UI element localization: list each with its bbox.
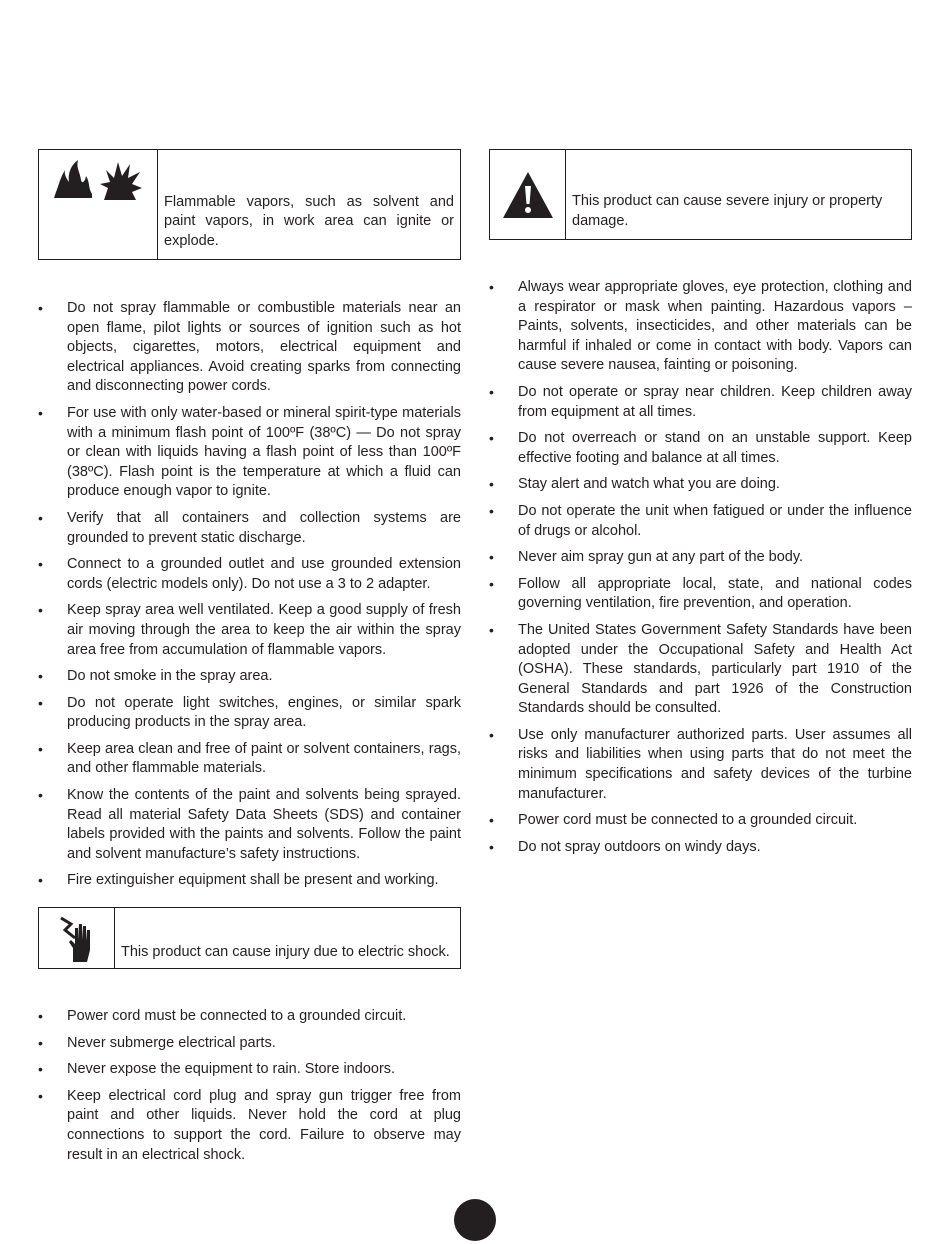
shock-warning-icon-cell (39, 908, 115, 968)
bullet: • (38, 872, 43, 889)
list-item-text: Do not operate light switches, engines, or similar spark producing products in the spray area. (67, 694, 461, 731)
list-item (38, 786, 461, 864)
list-item (38, 555, 461, 594)
shock-safety-list (38, 1007, 461, 1165)
list-item-text: Never submerge electrical parts. (67, 1034, 276, 1051)
list-item (489, 548, 912, 568)
list-item-text: Connect to a grounded outlet and use grounded extension cords (electric models only). Do not use a 3 to 2 adapter. (67, 556, 461, 592)
list-item (38, 299, 461, 397)
left-column (38, 149, 461, 1172)
list-item-text: Keep spray area well ventilated. Keep a good supply of fresh air moving through the area to keep the air within the spray area free from accumulation of flammable vapors. (67, 602, 461, 658)
list-item-text: Never aim spray gun at any part of the body. (518, 549, 804, 566)
bullet: • (38, 1034, 43, 1051)
bullet: • (489, 279, 494, 295)
fire-safety-list (38, 299, 461, 891)
list-item-text: Power cord must be connected to a grounded circuit. (518, 812, 858, 829)
list-item-text: Do not spray flammable or combustible materials near an open flame, pilot lights or sources of ignition such as hot objects, cigarettes, motors, electrical equipment and electrical appliances. Avoid creating sparks from connecting and disconnecting power cords. (67, 300, 461, 395)
list-item (38, 404, 461, 502)
bullet: • (489, 383, 494, 400)
bullet: • (489, 621, 494, 638)
bullet: • (38, 668, 43, 685)
list-item-text: Do not spray outdoors on windy days. (518, 838, 761, 855)
bullet: • (38, 602, 43, 619)
bullet: • (38, 300, 43, 316)
list-item-text: Follow all appropriate local, state, and national codes governing ventilation, fire prevention, and operation. (518, 575, 912, 612)
list-item (38, 871, 461, 891)
bullet: • (489, 812, 494, 829)
list-item (38, 1007, 461, 1027)
explosion-icon (98, 158, 144, 204)
caution-warning-box (489, 149, 912, 240)
shock-warning-text: This product can cause injury due to electric shock. (121, 943, 450, 960)
list-item (38, 694, 461, 733)
bullet: • (38, 694, 43, 711)
list-item-text: The United States Government Safety Standards have been adopted under the Occupational Safety and Health Act (OSHA). These standards, particularly part 1910 of the General Standards and part 1926 of the Construction Standards should be consulted. (518, 621, 912, 717)
list-item (489, 838, 912, 858)
list-item (489, 502, 912, 541)
list-item-text: Use only manufacturer authorized parts. User assumes all risks and liabilities when using parts that do not meet the minimum specifications and safety devices of the turbine manufacturer. (518, 726, 912, 802)
list-item (489, 383, 912, 422)
list-item-text: Do not operate the unit when fatigued or under the influence of drugs or alcohol. (518, 502, 912, 539)
list-item (38, 667, 461, 687)
list-item (38, 509, 461, 548)
list-item-text: Know the contents of the paint and solvents being sprayed. Read all material Safety Data Sheets (SDS) and container labels provided with the paints and solvents. Follow the paint and solvent manufacture’s safety instructions. (67, 787, 461, 862)
list-item (489, 278, 912, 376)
list-item (38, 1034, 461, 1054)
warning-triangle-icon (501, 170, 555, 220)
list-item-text: For use with only water-based or mineral spirit-type materials with a minimum flash point of 100ºF (38ºC) — Do not spray or clean with liquids having a flash point of less than 100ºF (38ºC). Flash point is the temperature at which a fluid can produce enough vapor to ignite. (67, 404, 461, 500)
bullet: • (38, 1061, 43, 1078)
shock-warning-box (38, 907, 461, 969)
electric-shock-hand-icon (57, 914, 97, 964)
bullet: • (489, 430, 494, 447)
list-item (489, 621, 912, 719)
bullet: • (38, 556, 43, 573)
bullet: • (38, 1008, 43, 1025)
list-item (38, 1060, 461, 1080)
fire-warning-box (38, 149, 461, 260)
caution-warning-icon-cell (490, 150, 566, 239)
bullet: • (38, 404, 43, 421)
bullet: • (38, 740, 43, 757)
fire-warning-icon-cell (39, 150, 158, 259)
caution-warning-text: This product can cause severe injury or property damage. (572, 193, 883, 229)
list-item (38, 740, 461, 779)
list-item-text: Fire extinguisher equipment shall be present and working. (67, 872, 439, 889)
list-item-text: Do not operate or spray near children. Keep children away from equipment at all times. (518, 383, 912, 420)
bullet: • (38, 1087, 43, 1104)
list-item (489, 726, 912, 804)
list-item-text: Verify that all containers and collection systems are grounded to prevent static discharge. (67, 509, 461, 546)
page-number-circle (454, 1199, 496, 1241)
list-item-text: Keep area clean and free of paint or solvent containers, rags, and other flammable materials. (67, 740, 461, 777)
list-item-text: Power cord must be connected to a grounded circuit. (67, 1008, 407, 1025)
bullet: • (489, 838, 494, 855)
list-item (489, 429, 912, 468)
bullet: • (38, 509, 43, 526)
list-item-text: Keep electrical cord plug and spray gun trigger free from paint and other liquids. Never hold the cord at plug connections to support the cord. Failure to observe may result in an electrical shock. (67, 1087, 461, 1163)
bullet: • (489, 476, 494, 493)
bullet: • (489, 726, 494, 743)
bullet: • (489, 549, 494, 566)
list-item-text: Never expose the equipment to rain. Store indoors. (67, 1061, 396, 1078)
list-item (489, 575, 912, 614)
list-item (38, 1087, 461, 1165)
fire-warning-text: Flammable vapors, such as solvent and paint vapors, in work area can ignite or explode. (164, 193, 454, 249)
bullet: • (489, 502, 494, 519)
caution-safety-list (489, 278, 912, 857)
list-item (489, 811, 912, 831)
list-item (38, 601, 461, 660)
bullet: • (38, 787, 43, 804)
list-item-text: Always wear appropriate gloves, eye protection, clothing and a respirator or mask when painting. Hazardous vapors – Paints, solvents, insecticides, and other materials can be harmful if inhaled or come in contact with body. Vapors can cause severe nausea, fainting or poisoning. (518, 279, 912, 374)
list-item-text: Do not overreach or stand on an unstable support. Keep effective footing and balance at all times. (518, 430, 912, 466)
list-item-text: Do not smoke in the spray area. (67, 668, 273, 685)
bullet: • (489, 575, 494, 592)
right-column (489, 149, 912, 864)
list-item (489, 475, 912, 495)
list-item-text: Stay alert and watch what you are doing. (518, 476, 780, 493)
